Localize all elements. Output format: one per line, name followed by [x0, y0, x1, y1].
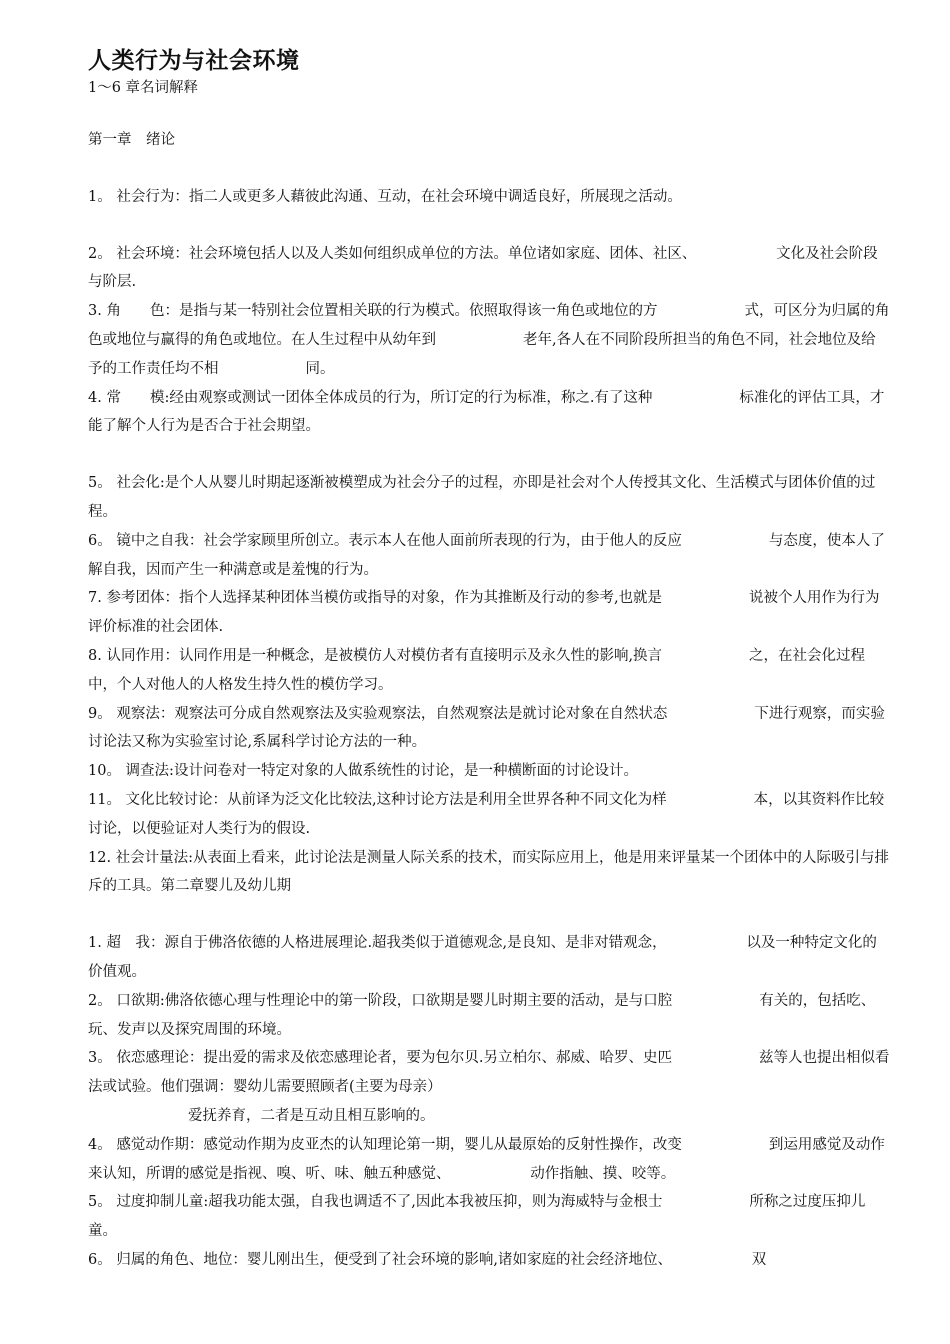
term-definition: 4。 感觉动作期：感觉动作期为皮亚杰的认知理论第一期，婴儿从最原始的反射性操作，改变 到运用感觉及动作来认知，所谓的感觉是指视、嗅、听、味、触五种感觉、 动作指触、摸、咬等。: [88, 1136, 885, 1182]
term-definition: 5。 社会化:是个人从婴儿时期起逐渐被模塑成为社会分子的过程，亦即是社会对个人传授其文化、生活模式与团体价值的过程。: [88, 475, 876, 520]
term-definition: 7. 参考团体：指个人选择某种团体当模仿或指导的对象，作为其推断及行动的参考,也就是 说被个人用作为行为评价标准的社会团体.: [88, 590, 880, 636]
spacer: [88, 212, 890, 240]
document-page: [88, 44, 890, 1275]
term-definition: 2。 口欲期:佛洛依德心理与性理论中的第一阶段，口欲期是婴儿时期主要的活动，是与口腔 有关的，包括吃、玩、发声以及探究周围的环境。: [88, 992, 876, 1038]
document-title: 人类行为与社会环境: [88, 48, 300, 74]
spacer: [88, 155, 890, 183]
term-definition-continuation: 爱抚养育，二者是互动且相互影响的。: [188, 1107, 435, 1124]
document-subtitle: 1～6 章名词解释: [88, 80, 199, 96]
term-definition: 8. 认同作用：认同作用是一种概念，是被模仿人对模仿者有直接明示及永久性的影响,换言 之，在社会化过程中，个人对他人的人格发生持久性的模仿学习。: [88, 647, 866, 693]
term-definition: 2。 社会环境：社会环境包括人以及人类如何组织成单位的方法。单位诸如家庭、团体、社区、 文化及社会阶段与阶层.: [88, 245, 878, 291]
spacer: [88, 901, 890, 929]
term-definition: 5。 过度抑制儿童:超我功能太强，自我也调适不了,因此本我被压抑，则为海威特与金根士 所称之过度压抑儿童。: [88, 1194, 866, 1240]
term-definition: 3. 角 色：是指与某一特别社会位置相关联的行为模式。依照取得该一角色或地位的方 式，可区分为归属的角色或地位与赢得的角色或地位。在人生过程中从幼年到 老年,各人在不同阶段所担当的角色不同，社会地位及给予的工作责任均不相 同。: [88, 303, 890, 377]
term-definition: 1. 超 我：源自于佛洛依德的人格进展理论.超我类似于道德观念,是良知、是非对错观念， 以及一种特定文化的价值观。: [88, 935, 877, 980]
term-definition: 3。 依恋感理论：提出爱的需求及依恋感理论者，要为包尔贝.另立柏尔、郝威、哈罗、史匹 兹等人也提出相似看法或试验。他们强调：婴幼儿需要照顾者(主要为母亲）: [88, 1050, 890, 1096]
term-definition: 12. 社会计量法:从表面上看来，此讨论法是测量人际关系的技术，而实际应用上，他是用来评量某一个团体中的人际吸引与排斥的工具。第二章婴儿及幼儿期: [88, 849, 890, 895]
chapter-heading: 第一章 绪论: [88, 132, 175, 148]
term-definition: 10。 调查法:设计问卷对一特定对象的人做系统性的讨论，是一种横断面的讨论设计。: [88, 763, 638, 780]
spacer: [88, 441, 890, 469]
term-definition: 11。 文化比较讨论：从前译为泛文化比较法,这种讨论方法是利用全世界各种不同文化为样 本，以其资料作比较讨论，以便验证对人类行为的假设.: [88, 791, 885, 837]
term-definition: 1。 社会行为：指二人或更多人藉彼此沟通、互动，在社会环境中调适良好，所展现之活动。: [88, 188, 682, 205]
term-definition: 9。 观察法：观察法可分成自然观察法及实验观察法，自然观察法是就讨论对象在自然状态 下进行观察，而实验讨论法又称为实验室讨论,系属科学讨论方法的一种。: [88, 705, 885, 751]
term-definition: 4. 常 模:经由观察或测试一团体全体成员的行为，所订定的行为标准，称之.有了这种 标准化的评估工具，才能了解个人行为是否合于社会期望。: [88, 389, 885, 435]
spacer: [88, 98, 890, 126]
term-definition: 6。 归属的角色、地位：婴儿刚出生，便受到了社会环境的影响,诸如家庭的社会经济地位、 双: [88, 1251, 767, 1268]
term-definition: 6。 镜中之自我：社会学家顾里所创立。表示本人在他人面前所表现的行为，由于他人的反应 与态度，使本人了解自我，因而产生一种满意或是羞愧的行为。: [88, 532, 885, 578]
